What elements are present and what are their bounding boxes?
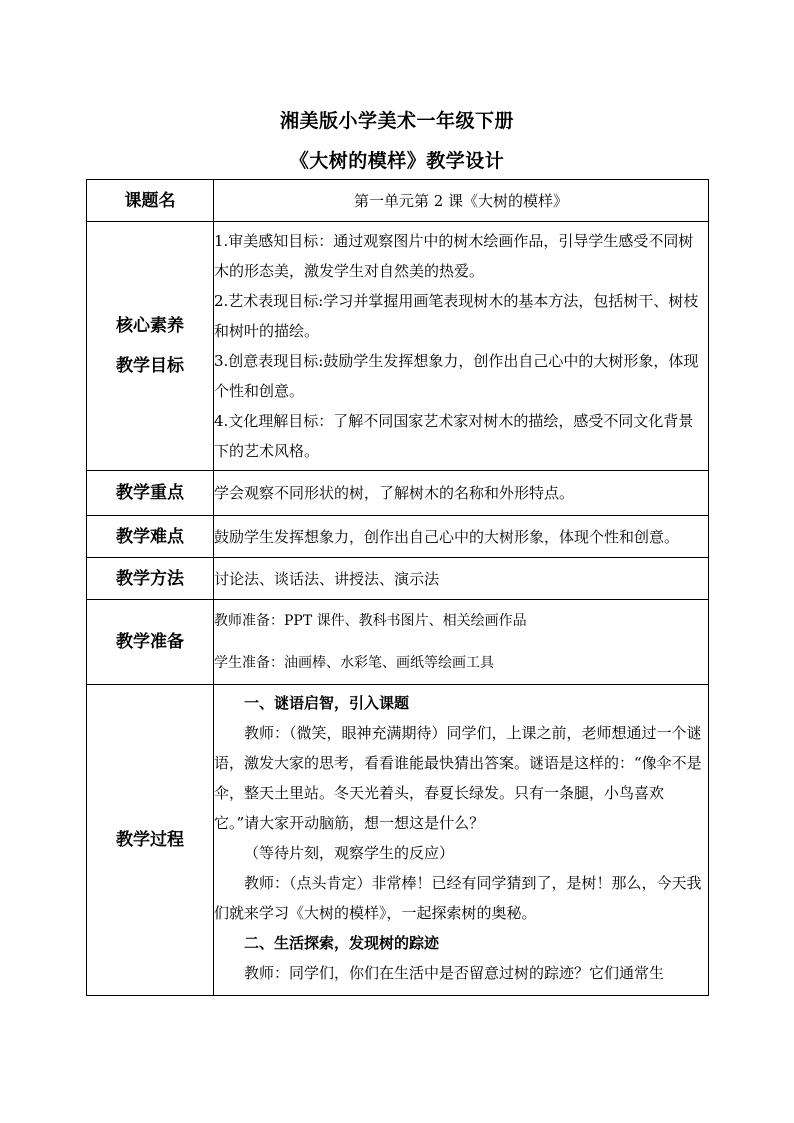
value-methods: 讨论法、谈话法、讲授法、演示法 [214,558,709,600]
process-heading: 二、生活探索，发现树的踪迹 [244,934,440,952]
process-content [214,685,709,996]
label-goals-line2: 教学目标 [116,356,184,376]
process-paragraph: 教师：（点头肯定）非常棒！已经有同学猜到了，是树！那么，今天我们就来学习《大树的模样》，一起探索树的奥秘。 [214,874,702,922]
label-topic: 课题名 [87,180,214,222]
goal-item: 4.文化理解目标：了解不同国家艺术家对树木的描绘，感受不同文化背景下的艺术风格。 [214,412,694,460]
process-paragraph: 教师：同学们，你们在生活中是否留意过树的踪迹？它们通常生 [244,964,665,982]
process-paragraph: （等待片刻，观察学生的反应） [244,844,455,862]
row-difficulties [87,516,709,558]
student-preparation: 学生准备：油画棒、水彩笔、画纸等绘画工具 [214,655,494,671]
value-difficulties: 鼓励学生发挥想象力，创作出自己心中的大树形象，体现个性和创意。 [214,516,709,558]
goals-list [214,222,709,471]
label-methods: 教学方法 [87,558,214,600]
process-heading: 一、谜语启智，引入课题 [244,694,410,712]
label-goals-line1: 核心素养 [116,316,184,336]
teacher-preparation: 教师准备：PPT 课件、教科书图片、相关绘画作品 [214,613,527,629]
row-process [87,685,709,996]
row-preparation [87,600,709,685]
row-methods [87,558,709,600]
row-topic [87,180,709,222]
label-key-points: 教学重点 [87,471,214,516]
value-topic: 第一单元第 2 课《大树的模样》 [214,180,709,222]
goal-item: 1.审美感知目标：通过观察图片中的树木绘画作品，引导学生感受不同树木的形态美，激发学生对自然美的热爱。 [214,232,694,280]
lesson-plan-table [86,179,709,996]
goal-item: 3.创意表现目标:鼓励学生发挥想象力，创作出自己心中的大树形象，体现个性和创意。 [214,352,699,400]
label-goals [87,222,214,471]
label-preparation: 教学准备 [87,600,214,685]
document-subtitle: 《大树的模样》教学设计 [289,150,505,172]
row-goals [87,222,709,471]
process-paragraph: 教师：（微笑，眼神充满期待）同学们，上课之前，老师想通过一个谜语，激发大家的思考，看看谁能最快猜出答案。谜语是这样的：“像伞不是伞，整天土里站。冬天光着头，春夏长绿发。只有一条腿，小鸟喜欢它。”请大家开动脑筋，想一想这是什么？ [214,724,702,832]
label-difficulties: 教学难点 [87,516,214,558]
label-process: 教学过程 [87,685,214,996]
goal-item: 2.艺术表现目标:学习并掌握用画笔表现树木的基本方法，包括树干、树枝和树叶的描绘。 [214,292,699,340]
value-preparation [214,600,709,685]
document-title: 湘美版小学美术一年级下册 [279,110,514,132]
row-key-points [87,471,709,516]
value-key-points: 学会观察不同形状的树，了解树木的名称和外形特点。 [214,471,709,516]
